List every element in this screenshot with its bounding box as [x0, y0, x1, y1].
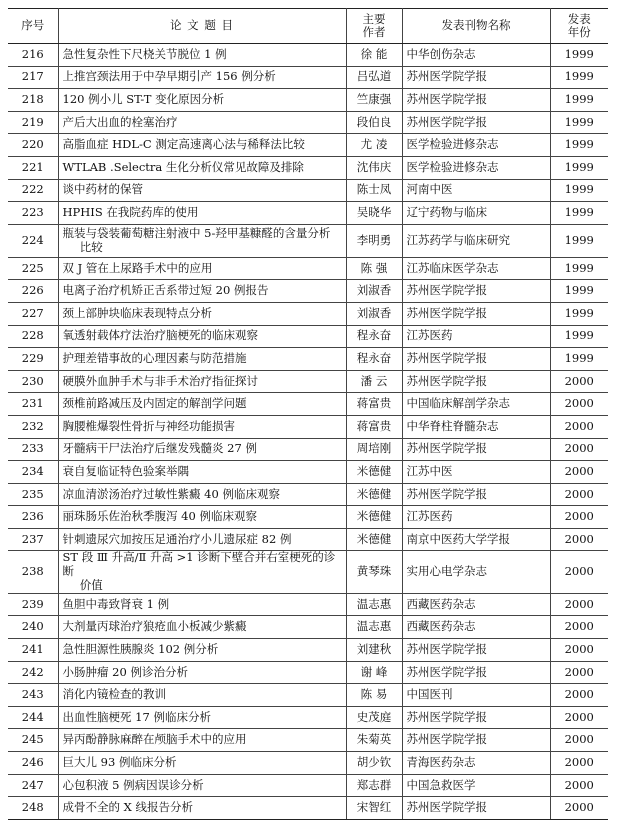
table-row	[8, 302, 608, 325]
journal-name: 江苏临床医学杂志	[402, 257, 550, 280]
paper-title-text: ST 段 Ⅲ 升高/Ⅱ 升高 >1 诊断下壁合并右室梗死的诊断	[62, 550, 336, 579]
row-number: 248	[8, 797, 58, 820]
journal-name: 苏州医学院学报	[402, 797, 550, 820]
main-author: 周培刚	[346, 438, 402, 461]
main-author: 朱菊英	[346, 729, 402, 752]
table-row	[8, 370, 608, 393]
publication-year: 2000	[550, 438, 608, 461]
paper-title	[58, 551, 346, 593]
paper-title-text: 大剂量丙球治疗狼疮血小板减少紫癜	[62, 619, 247, 634]
main-author: 陈 强	[346, 257, 402, 280]
paper-title-continuation: 比较	[79, 239, 103, 254]
table-row	[8, 280, 608, 303]
paper-title	[58, 752, 346, 775]
table-row	[8, 325, 608, 348]
table-row	[8, 461, 608, 484]
publication-year: 1999	[550, 325, 608, 348]
header-row	[8, 9, 608, 44]
paper-title	[58, 224, 346, 257]
paper-title-text: 出血性脑梗死 17 例临床分析	[62, 709, 211, 724]
paper-title-text: 急性复杂性下尺桡关节脱位 1 例	[62, 46, 227, 61]
journal-name: 西藏医药杂志	[402, 593, 550, 616]
journal-name: 江苏药学与临床研究	[402, 224, 550, 257]
paper-title	[58, 66, 346, 89]
journal-name: 江苏医药	[402, 325, 550, 348]
publication-year: 2000	[550, 461, 608, 484]
main-author: 宋智红	[346, 797, 402, 820]
header-year	[550, 9, 608, 44]
journal-name: 苏州医学院学报	[402, 438, 550, 461]
paper-title-text: 上推宫颈法用于中孕早期引产 156 例分析	[62, 69, 276, 84]
paper-title	[58, 415, 346, 438]
row-number: 218	[8, 89, 58, 112]
paper-title-text: HPHIS 在我院药库的使用	[62, 205, 199, 220]
publication-year: 2000	[550, 483, 608, 506]
row-number: 242	[8, 661, 58, 684]
main-author: 段伯良	[346, 111, 402, 134]
row-number: 226	[8, 280, 58, 303]
paper-title-text: 异丙酚静脉麻醉在颅脑手术中的应用	[62, 732, 247, 747]
paper-title	[58, 438, 346, 461]
row-number: 230	[8, 370, 58, 393]
paper-title-text: 小肠肿瘤 20 例诊治分析	[62, 664, 188, 679]
paper-title	[58, 661, 346, 684]
journal-name: 中国临床解剖学杂志	[402, 393, 550, 416]
table-row	[8, 44, 608, 67]
paper-title	[58, 44, 346, 67]
row-number: 227	[8, 302, 58, 325]
main-author: 程永奋	[346, 325, 402, 348]
main-author: 刘淑香	[346, 302, 402, 325]
row-number: 224	[8, 224, 58, 257]
row-number: 247	[8, 774, 58, 797]
journal-name: 苏州医学院学报	[402, 66, 550, 89]
paper-title	[58, 528, 346, 551]
journal-name: 苏州医学院学报	[402, 706, 550, 729]
paper-title	[58, 325, 346, 348]
paper-title-text: 鱼胆中毒致肾衰 1 例	[62, 596, 170, 611]
table-row	[8, 66, 608, 89]
publication-year: 2000	[550, 706, 608, 729]
journal-name: 河南中医	[402, 179, 550, 202]
main-author: 郑志群	[346, 774, 402, 797]
paper-title	[58, 483, 346, 506]
row-number: 231	[8, 393, 58, 416]
paper-title-text: 凉血清淤汤治疗过敏性紫癜 40 例临床观察	[62, 486, 280, 501]
row-number: 240	[8, 616, 58, 639]
header-journal: 发表刊物名称	[402, 9, 550, 44]
paper-title-text: 心包积液 5 例病因误诊分析	[62, 777, 204, 792]
paper-title-text: 谈中药材的保管	[62, 182, 143, 197]
main-author: 吕弘道	[346, 66, 402, 89]
row-number: 238	[8, 551, 58, 593]
header-title: 论 文 题 目	[58, 9, 346, 44]
paper-title	[58, 729, 346, 752]
paper-title	[58, 506, 346, 529]
main-author: 温志惠	[346, 616, 402, 639]
journal-name: 西藏医药杂志	[402, 616, 550, 639]
paper-title-text: 120 例小儿 ST-T 变化原因分析	[62, 92, 225, 107]
paper-title	[58, 179, 346, 202]
row-number: 244	[8, 706, 58, 729]
table-row	[8, 551, 608, 593]
paper-title-text: 巨大儿 93 例临床分析	[62, 754, 177, 769]
publication-year: 1999	[550, 156, 608, 179]
publication-year: 2000	[550, 616, 608, 639]
table-row	[8, 729, 608, 752]
paper-title	[58, 89, 346, 112]
paper-title	[58, 393, 346, 416]
main-author: 米德健	[346, 506, 402, 529]
main-author: 谢 峰	[346, 661, 402, 684]
main-author: 胡少钦	[346, 752, 402, 775]
header-year-line2: 年份	[567, 25, 591, 39]
publication-year: 2000	[550, 370, 608, 393]
row-number: 246	[8, 752, 58, 775]
row-number: 221	[8, 156, 58, 179]
paper-title-text: 护理差错事故的心理因素与防范措施	[62, 351, 247, 366]
main-author: 沈伟庆	[346, 156, 402, 179]
publication-year: 2000	[550, 752, 608, 775]
publication-year: 1999	[550, 179, 608, 202]
paper-title-text: 硬膜外血肿手术与非手术治疗指征探讨	[62, 373, 258, 388]
journal-name: 中国医刊	[402, 684, 550, 707]
publication-year: 2000	[550, 551, 608, 593]
paper-title-text: WTLAB .Selectra 生化分析仪常见故障及排除	[62, 159, 304, 174]
table-row	[8, 348, 608, 371]
paper-title	[58, 639, 346, 662]
row-number: 239	[8, 593, 58, 616]
main-author: 潘 云	[346, 370, 402, 393]
publication-year: 1999	[550, 44, 608, 67]
publication-year: 1999	[550, 348, 608, 371]
journal-name: 青海医药杂志	[402, 752, 550, 775]
paper-title-text: 颈椎前路减压及内固定的解剖学问题	[62, 396, 247, 411]
header-author	[346, 9, 402, 44]
table-row	[8, 528, 608, 551]
table-row	[8, 111, 608, 134]
table-row	[8, 506, 608, 529]
row-number: 245	[8, 729, 58, 752]
table-row	[8, 616, 608, 639]
paper-title	[58, 593, 346, 616]
journal-name: 苏州医学院学报	[402, 639, 550, 662]
journal-name: 苏州医学院学报	[402, 89, 550, 112]
main-author: 刘建秋	[346, 639, 402, 662]
paper-title-text: 瓶装与袋装葡萄糖注射液中 5-羟甲基糠醛的含量分析	[62, 225, 331, 240]
paper-title-text: 氧透射载体疗法治疗脑梗死的临床观察	[62, 328, 258, 343]
table-row	[8, 393, 608, 416]
row-number: 235	[8, 483, 58, 506]
main-author: 米德健	[346, 483, 402, 506]
paper-title-text: 针刺遗尿穴加按压足通治疗小儿遗尿症 82 例	[62, 531, 292, 546]
publication-year: 1999	[550, 66, 608, 89]
paper-title	[58, 280, 346, 303]
table-row	[8, 483, 608, 506]
paper-title-text: 高脂血症 HDL-C 测定高速离心法与稀释法比较	[62, 137, 305, 152]
paper-title	[58, 706, 346, 729]
row-number: 225	[8, 257, 58, 280]
row-number: 233	[8, 438, 58, 461]
journal-name: 江苏中医	[402, 461, 550, 484]
main-author: 黄琴珠	[346, 551, 402, 593]
main-author: 竺康强	[346, 89, 402, 112]
row-number: 219	[8, 111, 58, 134]
table-row	[8, 257, 608, 280]
journal-name: 苏州医学院学报	[402, 729, 550, 752]
row-number: 220	[8, 134, 58, 157]
paper-title-text: 衰自复临证特色验案举隅	[62, 463, 189, 478]
paper-title-text: 急性胆源性胰腺炎 102 例分析	[62, 641, 219, 656]
header-year-line1: 发表	[567, 11, 591, 26]
header-author-line1: 主要	[362, 11, 386, 26]
publication-year: 1999	[550, 134, 608, 157]
paper-title-text: 成骨不全的 X 线报告分析	[62, 800, 193, 815]
table-row	[8, 438, 608, 461]
row-number: 236	[8, 506, 58, 529]
row-number: 229	[8, 348, 58, 371]
table-header	[8, 9, 608, 44]
paper-title	[58, 202, 346, 225]
journal-name: 苏州医学院学报	[402, 302, 550, 325]
main-author: 米德健	[346, 461, 402, 484]
journal-name: 医学检验进修杂志	[402, 134, 550, 157]
paper-title-text: 产后大出血的栓塞治疗	[62, 114, 178, 129]
publication-year: 1999	[550, 202, 608, 225]
journal-name: 中华脊柱脊髓杂志	[402, 415, 550, 438]
row-number: 243	[8, 684, 58, 707]
publication-year: 2000	[550, 684, 608, 707]
paper-title	[58, 684, 346, 707]
paper-title-text: 电离子治疗机矫正舌系带过短 20 例报告	[62, 283, 269, 298]
table-row	[8, 706, 608, 729]
header-no: 序号	[8, 9, 58, 44]
table-row	[8, 415, 608, 438]
paper-title	[58, 302, 346, 325]
journal-name: 江苏医药	[402, 506, 550, 529]
table-row	[8, 89, 608, 112]
table-row	[8, 774, 608, 797]
paper-title-text: 消化内镜检查的教训	[62, 687, 166, 702]
journal-name: 南京中医药大学学报	[402, 528, 550, 551]
paper-title-text: 丽珠肠乐佐治秋季腹泻 40 例临床观察	[62, 509, 257, 524]
publication-year: 1999	[550, 224, 608, 257]
journal-name: 实用心电学杂志	[402, 551, 550, 593]
main-author: 程永奋	[346, 348, 402, 371]
journal-name: 苏州医学院学报	[402, 111, 550, 134]
row-number: 237	[8, 528, 58, 551]
publication-year: 2000	[550, 593, 608, 616]
journal-name: 中国急救医学	[402, 774, 550, 797]
paper-title-continuation: 价值	[79, 578, 103, 593]
journal-name: 苏州医学院学报	[402, 661, 550, 684]
journal-name: 辽宁药物与临床	[402, 202, 550, 225]
journal-name: 苏州医学院学报	[402, 280, 550, 303]
journal-name: 中华创伤杂志	[402, 44, 550, 67]
paper-title	[58, 111, 346, 134]
table-body	[8, 44, 608, 820]
paper-title-text: 双 J 管在上尿路手术中的应用	[62, 260, 213, 275]
journal-name: 苏州医学院学报	[402, 483, 550, 506]
publication-year: 2000	[550, 393, 608, 416]
publication-year: 2000	[550, 797, 608, 820]
publication-year: 2000	[550, 729, 608, 752]
journal-name: 医学检验进修杂志	[402, 156, 550, 179]
table-row	[8, 179, 608, 202]
paper-title	[58, 461, 346, 484]
paper-title	[58, 156, 346, 179]
publication-year: 2000	[550, 639, 608, 662]
row-number: 216	[8, 44, 58, 67]
main-author: 温志惠	[346, 593, 402, 616]
publication-year: 2000	[550, 774, 608, 797]
publication-year: 1999	[550, 302, 608, 325]
paper-title	[58, 370, 346, 393]
publication-year: 1999	[550, 111, 608, 134]
table-row	[8, 202, 608, 225]
main-author: 蒋富贵	[346, 415, 402, 438]
main-author: 李明勇	[346, 224, 402, 257]
paper-title-text: 牙髓病干尸法治疗后继发残髓炎 27 例	[62, 441, 257, 456]
publication-year: 2000	[550, 415, 608, 438]
main-author: 吴晓华	[346, 202, 402, 225]
publication-year: 1999	[550, 89, 608, 112]
row-number: 222	[8, 179, 58, 202]
main-author: 刘淑香	[346, 280, 402, 303]
table-row	[8, 684, 608, 707]
main-author: 米德健	[346, 528, 402, 551]
publication-year: 1999	[550, 257, 608, 280]
publication-year: 2000	[550, 661, 608, 684]
row-number: 241	[8, 639, 58, 662]
main-author: 陈士凤	[346, 179, 402, 202]
main-author: 蒋富贵	[346, 393, 402, 416]
header-author-line2: 作者	[362, 25, 386, 39]
main-author: 尤 凌	[346, 134, 402, 157]
table-row	[8, 156, 608, 179]
publication-year: 2000	[550, 506, 608, 529]
paper-title	[58, 257, 346, 280]
paper-title-text: 胸腰椎爆裂性骨折与神经功能损害	[62, 418, 235, 433]
row-number: 232	[8, 415, 58, 438]
publication-year: 1999	[550, 280, 608, 303]
row-number: 234	[8, 461, 58, 484]
table-row	[8, 134, 608, 157]
paper-title	[58, 616, 346, 639]
paper-title	[58, 134, 346, 157]
journal-name: 苏州医学院学报	[402, 370, 550, 393]
paper-title	[58, 774, 346, 797]
row-number: 223	[8, 202, 58, 225]
table-row	[8, 224, 608, 257]
paper-title	[58, 348, 346, 371]
row-number: 217	[8, 66, 58, 89]
table-row	[8, 639, 608, 662]
paper-title-text: 颈上部肿块临床表现特点分析	[62, 305, 212, 320]
table-row	[8, 593, 608, 616]
table-row	[8, 752, 608, 775]
publication-year: 2000	[550, 528, 608, 551]
journal-name: 苏州医学院学报	[402, 348, 550, 371]
table-row	[8, 661, 608, 684]
main-author: 陈 易	[346, 684, 402, 707]
publications-table	[8, 8, 608, 820]
row-number: 228	[8, 325, 58, 348]
main-author: 史茂庭	[346, 706, 402, 729]
main-author: 徐 能	[346, 44, 402, 67]
